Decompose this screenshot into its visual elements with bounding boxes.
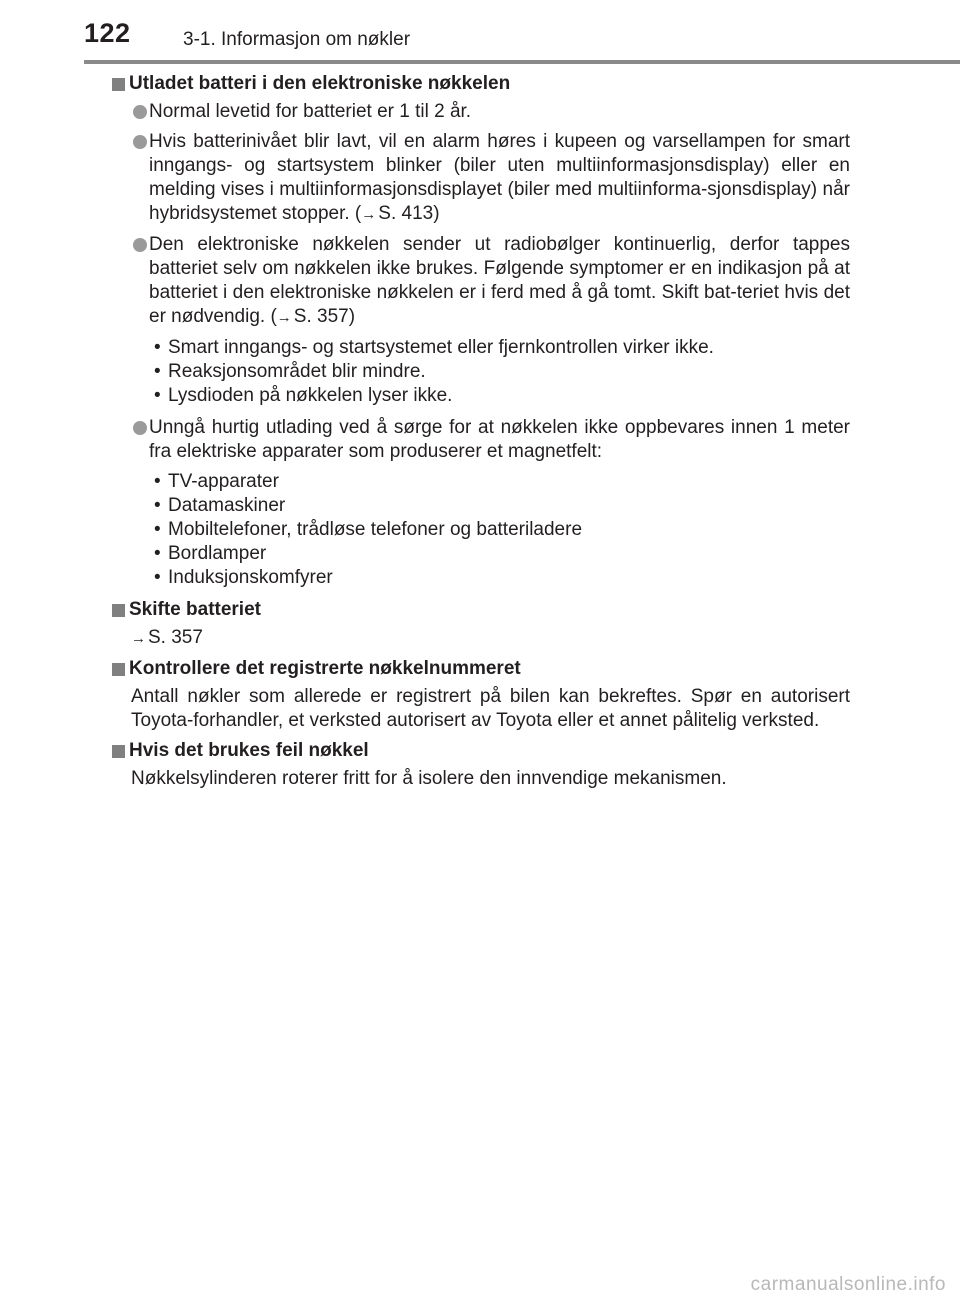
section-heading-text: Utladet batteri i den elektroniske nøkkelen <box>129 73 511 94</box>
bullet-text: Den elektroniske nøkkelen sender ut radiobølger kontinuerlig, derfor tappes batteriet selv om nøkkelen ikke brukes. Følgende symptomer er en indikasjon på at batteriet i den elektroniske nøkkelen er i ferd med å gå tomt. Skift bat-teriet hvis det er nødvendig. ( <box>149 234 850 327</box>
section-check-key-number <box>110 657 850 733</box>
list-item-text: Bordlamper <box>168 543 267 564</box>
circle-icon <box>133 238 147 252</box>
section-heading <box>110 657 850 681</box>
section-heading <box>110 598 850 622</box>
circle-icon <box>133 135 147 149</box>
square-icon <box>112 604 125 617</box>
dot-icon: • <box>154 567 161 588</box>
list-item-text: Datamaskiner <box>168 495 286 516</box>
page-number: 122 <box>84 18 131 48</box>
section-heading <box>110 72 850 96</box>
dot-icon: • <box>154 519 161 540</box>
list-item-text: Induksjonskomfyrer <box>168 567 333 588</box>
reference-line <box>110 626 850 651</box>
bullet-item <box>110 416 850 464</box>
bullet-item <box>110 100 850 124</box>
section-wrong-key <box>110 739 850 791</box>
square-icon <box>112 663 125 676</box>
list-item-text: Reaksjonsområdet blir mindre. <box>168 361 426 382</box>
watermark: carmanualsonline.info <box>750 1274 946 1295</box>
dot-icon: • <box>154 361 161 382</box>
circle-icon <box>133 421 147 435</box>
section-heading <box>110 739 850 763</box>
arrow-right-icon: → <box>276 309 292 326</box>
arrow-right-icon: → <box>131 630 146 647</box>
list-item <box>154 494 850 518</box>
page-reference-link[interactable]: S. 413 <box>378 203 434 224</box>
dot-icon: • <box>154 471 161 492</box>
header-rule <box>84 60 960 64</box>
list-item-text: TV-apparater <box>168 471 279 492</box>
section-heading-text: Skifte batteriet <box>129 599 261 620</box>
section-heading-text: Kontrollere det registrerte nøkkelnummeret <box>129 658 521 679</box>
list-item-text: Lysdioden på nøkkelen lyser ikke. <box>168 385 453 406</box>
page-content <box>110 72 850 797</box>
arrow-right-icon: → <box>361 206 377 223</box>
section-replace-battery <box>110 598 850 651</box>
page-header <box>0 0 960 64</box>
list-item <box>154 542 850 566</box>
bullet-text-end: ) <box>348 306 356 327</box>
section-heading-text: Hvis det brukes feil nøkkel <box>129 740 369 761</box>
dot-icon: • <box>154 543 161 564</box>
bullet-text: Unngå hurtig utlading ved å sørge for at nøkkelen ikke oppbevares innen 1 meter fra elektriske apparater som produserer et magnetfelt: <box>149 417 850 462</box>
list-item <box>154 336 850 360</box>
dot-icon: • <box>154 495 161 516</box>
symptom-list <box>110 336 850 408</box>
list-item <box>154 470 850 494</box>
bullet-text: Normal levetid for batteriet er 1 til 2 år. <box>149 101 472 122</box>
bullet-item <box>110 130 850 227</box>
bullet-text-end: ) <box>433 203 440 224</box>
section-body: Nøkkelsylinderen roterer fritt for å isolere den innvendige mekanismen. <box>131 768 727 789</box>
list-item <box>154 384 850 408</box>
circle-icon <box>133 105 147 119</box>
chapter-title: 3-1. Informasjon om nøkler <box>183 29 411 50</box>
page-reference-link[interactable]: S. 357 <box>293 306 349 327</box>
list-item <box>154 566 850 590</box>
dot-icon: • <box>154 337 161 358</box>
page-reference-link[interactable]: S. 357 <box>148 627 203 648</box>
list-item <box>154 360 850 384</box>
list-item-text: Mobiltelefoner, trådløse telefoner og batteriladere <box>168 519 583 540</box>
list-item-text: Smart inngangs- og startsystemet eller fjernkontrollen virker ikke. <box>168 337 714 358</box>
dot-icon: • <box>154 385 161 406</box>
square-icon <box>112 78 125 91</box>
section-body: Antall nøkler som allerede er registrert på bilen kan bekreftes. Spør en autorisert Toyota-forhandler, et verksted autorisert av Toyota eller et annet pålitelig verksted. <box>131 686 850 731</box>
appliance-list <box>110 470 850 590</box>
list-item <box>154 518 850 542</box>
bullet-item <box>110 233 850 330</box>
bullet-text: Hvis batterinivået blir lavt, vil en alarm høres i kupeen og varsellampen for smart inngangs- og startsystem blinker (biler uten multiinformasjonsdisplay) eller en melding vises i multiinformasjonsdisplayet (biler med multiinforma-sjonsdisplay) når hybridsystemet stopper. ( <box>149 131 850 224</box>
section-battery-discharged <box>110 72 850 590</box>
square-icon <box>112 745 125 758</box>
